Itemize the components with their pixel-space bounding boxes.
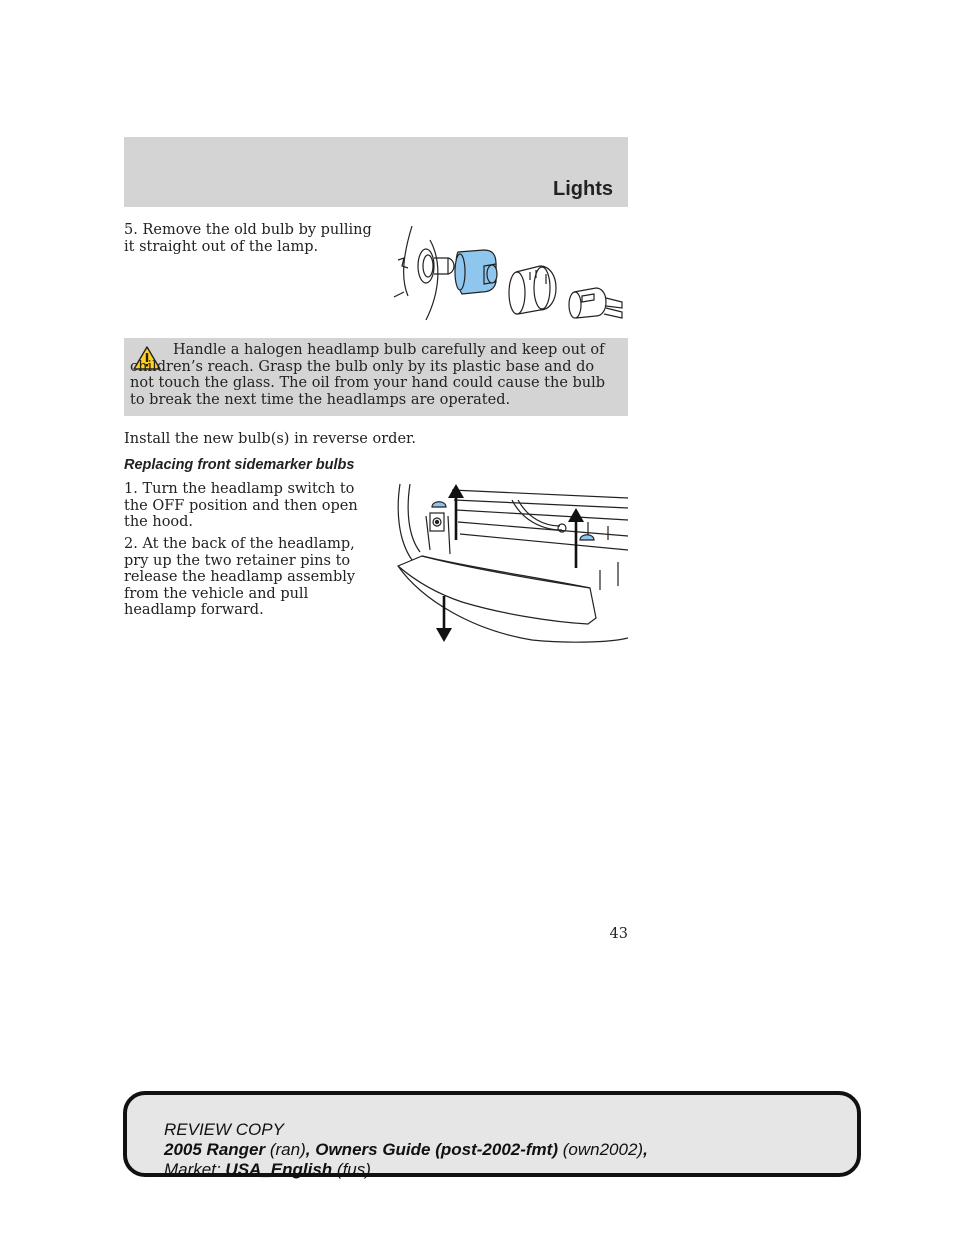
footer-guide-code: (own2002) — [562, 1140, 644, 1159]
bulb-removal-illustration — [390, 222, 628, 326]
section-title: Lights — [553, 178, 613, 200]
footer-sep-2: , — [643, 1140, 648, 1159]
footer-model-code: (ran) — [269, 1140, 306, 1159]
footer-line-2 — [164, 1140, 648, 1160]
footer-guide: Owners Guide (post-2002-fmt) — [315, 1140, 558, 1159]
footer-sep-1: , — [305, 1140, 311, 1159]
section-subheading: Replacing front sidemarker bulbs — [124, 457, 355, 473]
footer-line-1: REVIEW COPY — [164, 1120, 284, 1139]
footer-line-3 — [164, 1160, 648, 1180]
section-header-band — [124, 137, 628, 207]
page-number: 43 — [609, 926, 628, 942]
warning-text: Handle a halogen headlamp bulb carefully and keep out of children’s reach. Grasp the bulb only by its plastic base and do not touch the glass. The oil from your hand could cause the bulb to break the next time the headlamps are operated. — [130, 342, 606, 408]
install-instruction: Install the new bulb(s) in reverse order. — [124, 431, 416, 447]
review-copy-footer — [123, 1091, 861, 1177]
footer-market: USA_English — [225, 1160, 333, 1179]
headlamp-assembly-illustration — [392, 480, 628, 644]
step-5-text: 5. Remove the old bulb by pulling it straight out of the lamp. — [124, 222, 372, 255]
step-1-text: 1. Turn the headlamp switch to the OFF position and then open the hood. — [124, 481, 358, 530]
footer-market-label: Market: — [164, 1160, 221, 1179]
footer-market-code: (fus) — [336, 1160, 371, 1179]
footer-text — [164, 1120, 648, 1180]
footer-model: 2005 Ranger — [164, 1140, 266, 1159]
step-2-text: 2. At the back of the headlamp, pry up the two retainer pins to release the headlamp assembly from the vehicle and pull headlamp forward. — [124, 536, 356, 618]
warning-box — [124, 338, 628, 416]
